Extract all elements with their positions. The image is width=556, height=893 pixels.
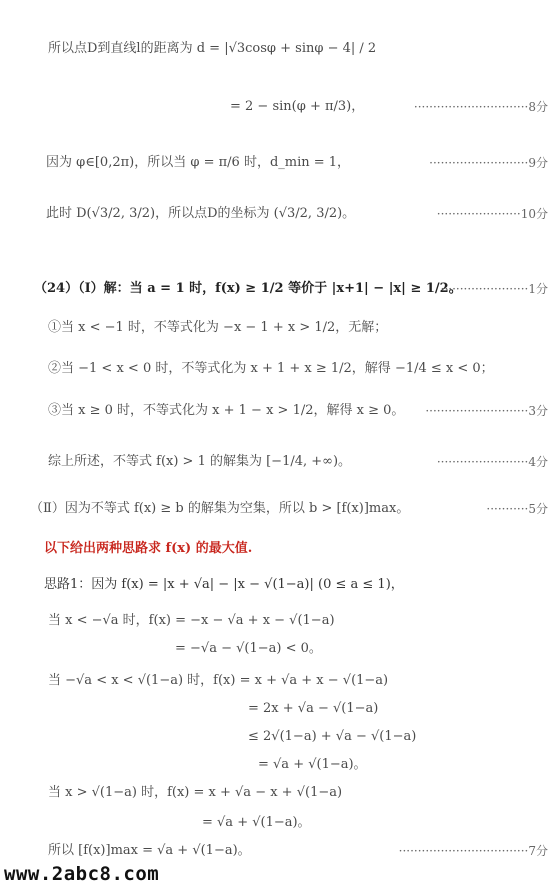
section-heading: 以下给出两种思路求 f(x) 的最大值. [44, 541, 253, 556]
text-line: ①当 x < −1 时，不等式化为 −x − 1 + x > 1/2，无解； [48, 320, 388, 335]
score-mark: ·······················1分 [440, 282, 548, 296]
footer-url: www.2abc8.com [4, 863, 160, 885]
text-line: 思路1：因为 f(x) = |x + √a| − |x − √(1−a)| (0 ≤ a ≤ 1)， [44, 577, 404, 592]
text-line: 当 −√a < x < √(1−a) 时，f(x) = x + √a + x − √(1−a) [48, 673, 389, 688]
score-mark: ··································7分 [398, 844, 548, 858]
text-line: = √a + √(1−a)。 [258, 757, 367, 772]
score-mark: ························4分 [436, 455, 548, 469]
text-line: 综上所述，不等式 f(x) > 1 的解集为 [−1/4, +∞)。 [48, 454, 352, 469]
text-line: = 2x + √a − √(1−a) [248, 701, 379, 716]
text-line: 所以 [f(x)]max = √a + √(1−a)。 [48, 843, 251, 858]
score-mark: ··························9分 [429, 156, 548, 170]
text-line: 所以点D到直线l的距离为 d = |√3cosφ + sinφ − 4| / 2 [48, 41, 377, 56]
score-mark: ······················10分 [436, 207, 548, 221]
text-line: ②当 −1 < x < 0 时，不等式化为 x + 1 + x ≥ 1/2，解得 −1/4 ≤ x < 0； [48, 361, 494, 376]
text-line: ③当 x ≥ 0 时，不等式化为 x + 1 − x > 1/2，解得 x ≥ 0。 [48, 403, 405, 418]
score-mark: ···········5分 [486, 502, 548, 516]
text-line: ≤ 2√(1−a) + √a − √(1−a) [248, 729, 417, 744]
text-line: （24）（Ⅰ）解：当 a = 1 时，f(x) ≥ 1/2 等价于 |x+1| − |x| ≥ 1/2。 [34, 281, 462, 296]
score-mark: ······························8分 [413, 100, 548, 114]
text-line: 当 x > √(1−a) 时，f(x) = x + √a − x + √(1−a) [48, 785, 343, 800]
text-line: = √a + √(1−a)。 [202, 815, 311, 830]
text-line: （Ⅱ）因为不等式 f(x) ≥ b 的解集为空集，所以 b > [f(x)]max。 [30, 501, 410, 516]
text-line: 因为 φ∈[0,2π)，所以当 φ = π/6 时，d_min = 1， [46, 155, 351, 170]
text-line: = 2 − sin(φ + π/3)， [230, 99, 365, 114]
text-line: 当 x < −√a 时，f(x) = −x − √a + x − √(1−a) [48, 613, 335, 628]
text-line: = −√a − √(1−a) < 0。 [175, 641, 322, 656]
score-mark: ···························3分 [425, 404, 548, 418]
text-line: 此时 D(√3/2, 3/2)，所以点D的坐标为 (√3/2, 3/2)。 [46, 206, 356, 221]
